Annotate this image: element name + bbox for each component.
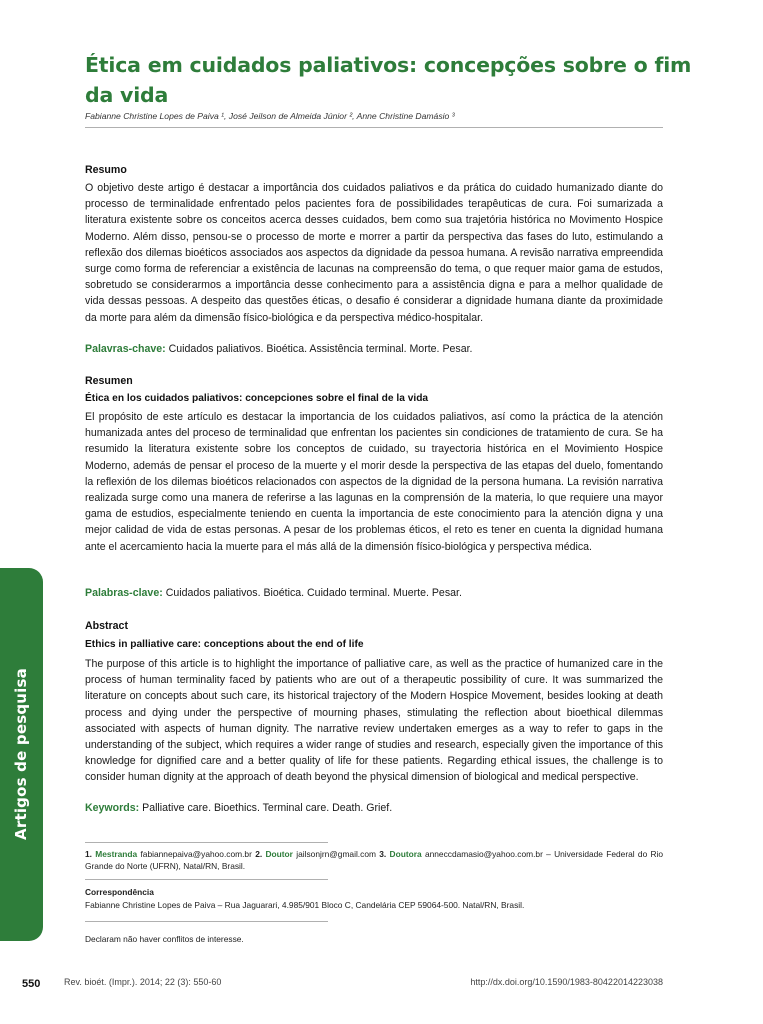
author-email-2: jailsonjrn@gmail.com	[296, 849, 376, 859]
resumen-heading: Resumen	[85, 375, 133, 387]
doi-link[interactable]: http://dx.doi.org/10.1590/1983-80422014223038	[470, 977, 663, 987]
resumen-title: Ética en los cuidados paliativos: concepciones sobre el final de la vida	[85, 393, 429, 404]
abstract-keywords-text: Palliative care. Bioethics. Terminal care. Death. Grief.	[142, 802, 393, 814]
footnote-divider	[85, 842, 328, 843]
footnote-number-3: 3.	[379, 849, 387, 859]
author-email-1: fabiannepaiva@yahoo.com.br	[140, 849, 252, 859]
resumen-keywords-label: Palabras-clave:	[85, 587, 163, 599]
resumen-keywords	[85, 585, 663, 601]
resumo-heading: Resumo	[85, 164, 127, 176]
header-divider	[85, 127, 663, 128]
conflict-statement: Declaram não haver conflitos de interesse.	[85, 934, 244, 944]
abstract-keywords	[85, 800, 663, 816]
abstract-title: Ethics in palliative care: conceptions about the end of life	[85, 639, 364, 650]
author-email-3: anneccdamasio@yahoo.com.br – Universidade Federal do Rio Grande do Norte (UFRN), Natal/RN, Brasil.	[85, 849, 664, 871]
author-list: Fabianne Christine Lopes de Paiva ¹, José Jeilson de Almeida Júnior ², Anne Christine Damásio ³	[85, 111, 455, 121]
resumo-keywords	[85, 341, 663, 357]
author-role-1: Mestranda	[95, 849, 138, 859]
resumo-body: O objetivo deste artigo é destacar a importância dos cuidados paliativos e da prática do cuidado humanizado diante do processo de terminalidade enfrentado pelos pacientes fora de possibilidades terapêuticas de cura. Foi sumarizada a literatura existente sobre os conceitos acerca desses cuidados, bem como sua trajetória histórica no Movimento Hospice Moderno. Além disso, pensou-se o processo de morte e morrer a partir da perspectiva das fases do luto, estimulando a reflexão dos dilemas bioéticos associados aos aspectos da dignidade da pessoa humana. A revisão narrativa empreendida surge como forma de referenciar a existência de lacunas na compreensão do tema, o que requer maior gama de estudos, sobretudo se considerarmos a importância desse conhecimento para a assistência digna e para a melhor qualidade de vida dessas pessoas. A despeito das questões éticas, o desafio é considerar a dignidade humana diante da proximidade da morte para além da dimensão físico-biológica e da perspectiva médico-hospitalar.	[85, 182, 663, 324]
footnote-number-2: 2.	[255, 849, 263, 859]
abstract-keywords-label: Keywords:	[85, 802, 140, 814]
correspondence-heading: Correspondência	[85, 887, 154, 897]
abstract-heading: Abstract	[85, 620, 128, 632]
correspondence-divider	[85, 879, 328, 880]
abstract-body: The purpose of this article is to highlight the importance of palliative care, as well as the practice of humanized care in the process of human terminality faced by patients who are out of a therapeutic possibility of cure. It was summarized the literature on concepts about such care, its historical trajectory of the Modern Hospice Movement, besides looking at death process and dying under the perspective of mourning phases, stimulating the reflection about bioethical dilemmas associated with aspects of human dignity. The narrative review undertaken emerges as a way to refer to gaps in the understanding of the subject, which requires a wider range of studies and research, especially given the importance of this knowledge for dignified care and a better quality of life for these patients. Regarding ethical issues, the challenge is to consider human dignity at the approach of death beyond the physical dimension of biological and medical perspective.	[85, 658, 663, 784]
footnote-number-1: 1.	[85, 849, 92, 859]
page-number: 550	[22, 978, 41, 990]
resumo-keywords-text: Cuidados paliativos. Bioética. Assistência terminal. Morte. Pesar.	[168, 343, 473, 355]
author-role-3: Doutora	[389, 849, 422, 859]
resumen-keywords-text: Cuidados paliativos. Bioética. Cuidado terminal. Muerte. Pesar.	[165, 587, 462, 599]
author-affiliations	[85, 848, 663, 872]
journal-citation: Rev. bioét. (Impr.). 2014; 22 (3): 550-60	[64, 977, 222, 987]
conflict-divider	[85, 921, 328, 922]
section-side-label: Artigos de pesquisa	[12, 668, 30, 840]
author-role-2: Doutor	[265, 849, 293, 859]
correspondence-address: Fabianne Christine Lopes de Paiva – Rua Jaguarari, 4.985/901 Bloco C, Candelária CEP 59064-500. Natal/RN, Brasil.	[85, 900, 525, 910]
article-title: Ética em cuidados paliativos: concepções sobre o fim da vida	[85, 53, 692, 107]
resumen-body: El propósito de este artículo es destacar la importancia de los cuidados paliativos, así como la práctica de la atención humanizada antes del proceso de terminalidad que enfrentan los pacientes sin condiciones de tratamiento de cura. Se ha resumido la literatura existente sobre los conceptos de cuidado, su trayectoria histórica en el Movimiento Hospice Moderno, además de pensar el proceso de la muerte y el morir desde la perspectiva de las etapas del duelo, fomentando la reflexión de los dilemas bioéticos relacionados con aspectos de la dignidad de la persona humana. La revisión narrativa realizada surge como una manera de referirse a las lagunas en la comprensión de la materia, lo que requiere una mayor gama de estudios, especialmente teniendo en cuenta la importancia de este conocimiento para la atención digna y una mejor calidad de vida de estas personas. A pesar de los problemas éticos, el reto es tener en cuenta la dignidad humana ante el acercamiento hacia la muerte para el más allá de la dimensión físico-biológica y perspectiva médica.	[85, 411, 663, 553]
resumo-keywords-label: Palavras-chave:	[85, 343, 166, 355]
